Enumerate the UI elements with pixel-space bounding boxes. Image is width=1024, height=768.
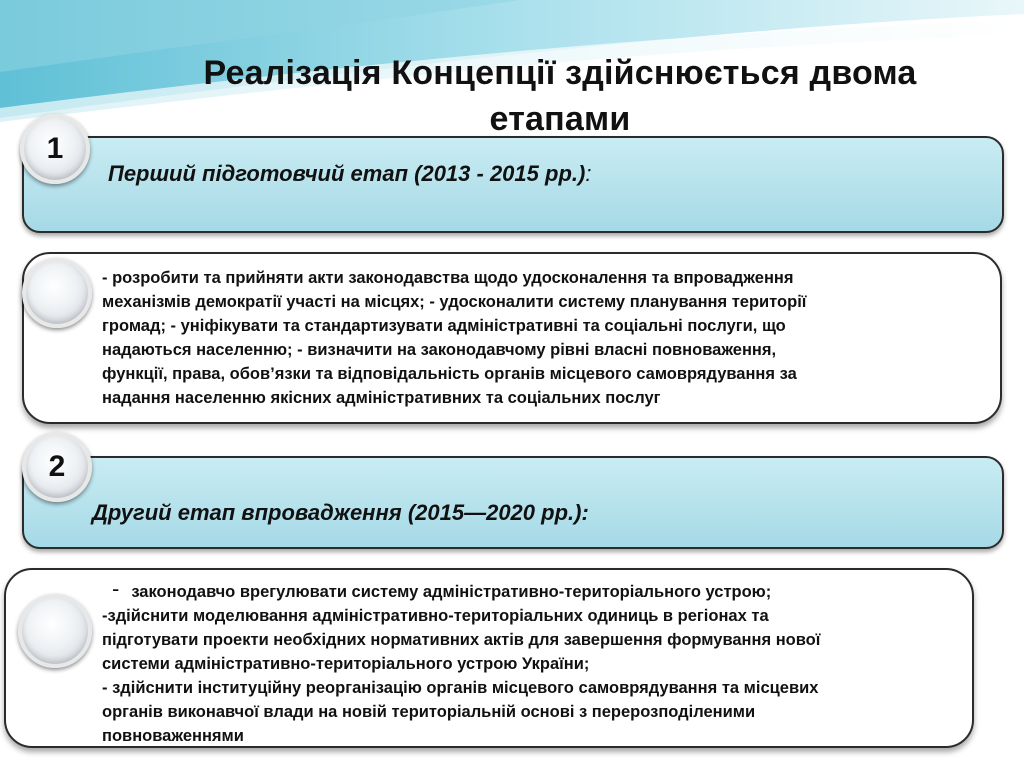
stage1-tasks-text <box>102 266 972 410</box>
stage2-number-badge <box>22 432 92 502</box>
stage2-task-line: - здійснити інституційну реорганізацію органів місцевого самоврядування та місцевих <box>102 679 819 697</box>
stage1-tasks-bullet-circle <box>22 258 92 328</box>
stage1-task-line: надаються населенню; - визначити на законодавчому рівні власні повноваження, <box>102 341 777 359</box>
stage2-tasks-bullet-circle <box>18 594 92 668</box>
stage1-task-line: громад; - уніфікувати та стандартизувати адміністративні та соціальні послуги, що <box>102 317 786 335</box>
stage1-task-line: надання населенню якісних адміністративних та соціальних послуг <box>102 389 661 407</box>
stage2-first-dash: - <box>112 576 120 601</box>
page-title: Реалізація Концепції здійснюється двома етапами <box>203 54 917 138</box>
stage1-number: 1 <box>46 132 64 165</box>
stage2-heading: Другий етап впровадження (2015—2020 рр.): <box>92 500 589 525</box>
stage2-task-line: повноваженнями <box>102 727 244 745</box>
stage2-task-line: системи адміністративно-територіального устрою України; <box>102 655 590 673</box>
stage2-task-line-first <box>102 577 968 604</box>
stage1-task-line: - розробити та прийняти акти законодавства щодо удосконалення та впровадження <box>102 269 794 287</box>
stage2-tasks-text <box>102 577 968 748</box>
stage2-number: 2 <box>48 450 66 483</box>
stage1-heading <box>108 161 591 187</box>
stage1-number-badge <box>20 114 90 184</box>
stage2-task-line: підготувати проекти необхідних нормативних актів для завершення формування нової <box>102 631 821 649</box>
stage2-first-task: законодавчо врегулювати систему адміністративно-територіального устрою; <box>131 583 772 601</box>
stage1-task-line: функції, права, обов’язки та відповідальність органів місцевого самоврядування за <box>102 365 797 383</box>
stage2-task-line: -здійснити моделювання адміністративно-територіальних одиниць в регіонах та <box>102 607 769 625</box>
stage1-task-line: механізмів демократії участі на місцях; - удосконалити систему планування території <box>102 293 807 311</box>
stage2-task-line: органів виконавчої влади на новій територіальній основі з перерозподіленими <box>102 703 756 721</box>
stage1-colon: : <box>585 161 592 186</box>
stage1-label: Перший підготовчий етап (2013 - 2015 рр.) <box>108 161 586 186</box>
